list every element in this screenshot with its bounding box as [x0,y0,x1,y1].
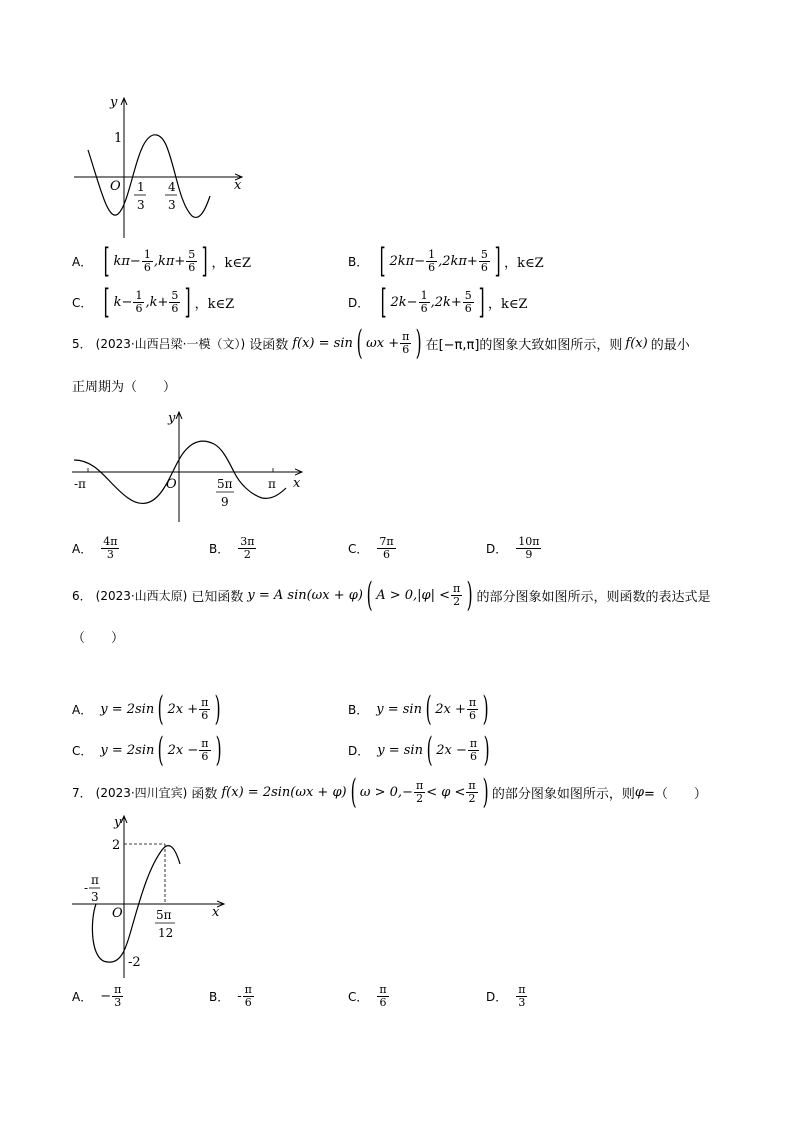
q7-option-c[interactable]: C． $\frac{\pi}{6}$ [348,983,387,1009]
q5-neg-pi-label: -π [74,477,86,491]
q4-one-label: 1 [114,131,123,146]
q5-x-label: x [293,476,301,491]
q6-option-c[interactable]: C． y = 2sin ( 2x − $\frac{\pi}{6}$ ) [72,730,222,770]
q7-stem: 7． (2023·四川宜宾) 函数 f(x) = 2sin(ωx + φ) ( ω > 0,− $\frac{\pi}{2}$ < φ < $\frac{\pi}{2}$ ) 的部分图象如图所示，则 φ =（ ） [72,772,707,812]
q4-tick1-den: 3 [137,198,145,212]
q6-option-b[interactable]: B． y = sin ( 2x + $\frac{\pi}{6}$ ) [348,689,489,729]
q5-option-a[interactable]: A． $\frac{4\pi}{3}$ [72,535,118,561]
q5-stem-line2: 正周期为（ ） [72,380,177,395]
q7-origin-label: O [112,906,123,921]
q6-stem-line2: （ ） [72,631,125,646]
q7-x-label: x [212,905,220,920]
q4-origin-label: O [110,179,121,194]
q4-option-c[interactable]: C． [ k− $\frac{1}{6}$ ,k+ $\frac{5}{6}$ ] ，k∈Z [72,282,235,322]
q5-pi-label: π [268,477,276,491]
q5-option-c[interactable]: C． $\frac{7\pi}{6}$ [348,535,394,561]
q4-option-a[interactable]: A． [ kπ− $\frac{1}{6}$ ,kπ+ $\frac{5}{6}$ ] ，k∈Z [72,241,252,281]
q6-option-a[interactable]: A． y = 2sin ( 2x + $\frac{\pi}{6}$ ) [72,689,221,729]
q5-graph [68,408,308,526]
q7-left-tick-sign: - [84,881,89,895]
q7-neg-two-label: -2 [128,955,141,970]
q7-option-d[interactable]: D． $\frac{\pi}{3}$ [486,983,526,1009]
q7-option-a[interactable]: A． − $\frac{\pi}{3}$ [72,983,122,1009]
q7-right-tick-num: 5π [156,908,172,922]
q5-tick-num: 5π [217,477,233,491]
q7-right-tick-den: 12 [158,926,174,940]
q4-curve [88,135,210,218]
q5-tick-den: 9 [221,495,229,509]
q4-option-d[interactable]: D． [ 2k− $\frac{1}{6}$ ,2k+ $\frac{5}{6}$ ] ，k∈Z [348,282,528,322]
q7-option-b[interactable]: B． - $\frac{\pi}{6}$ [209,983,252,1009]
q5-option-d[interactable]: D． $\frac{10\pi}{9}$ [486,535,540,561]
q5-stem: 5． (2023·山西吕梁·一模（文）) 设函数 f(x) = sin ( ωx + $\frac{\pi}{6}$ ) 在[−π,π]的图象大致如图所示，则 f(x) 的最小 [72,323,690,363]
q4-tick1-num: 1 [137,180,145,194]
q6-stem: 6． (2023·山西太原) 已知函数 y = A sin(ωx + φ) ( A > 0,|φ| < $\frac{\pi}{2}$ ) 的部分图象如图所示，则函数的表达式是 [72,575,711,615]
q7-y-label: y [114,815,122,830]
q4-x-label: x [234,178,242,193]
q7-two-label: 2 [112,838,121,853]
q5-option-b[interactable]: B． $\frac{3\pi}{2}$ [209,535,255,561]
q4-option-b[interactable]: B． [ 2kπ− $\frac{1}{6}$ ,2kπ+ $\frac{5}{6}$ ] ，k∈Z [348,241,544,281]
q4-tick2-den: 3 [168,198,176,212]
q4-tick2-num: 4 [168,180,176,194]
q5-y-label: y [168,411,176,426]
q4-y-label: y [110,95,118,110]
q5-origin-label: O [166,477,177,492]
q6-option-d[interactable]: D． y = sin ( 2x − $\frac{\pi}{6}$ ) [348,730,490,770]
q7-graph [68,812,238,982]
q7-left-tick-den: 3 [91,890,99,904]
q7-left-tick-num: π [91,873,99,887]
q4-graph [70,92,250,242]
